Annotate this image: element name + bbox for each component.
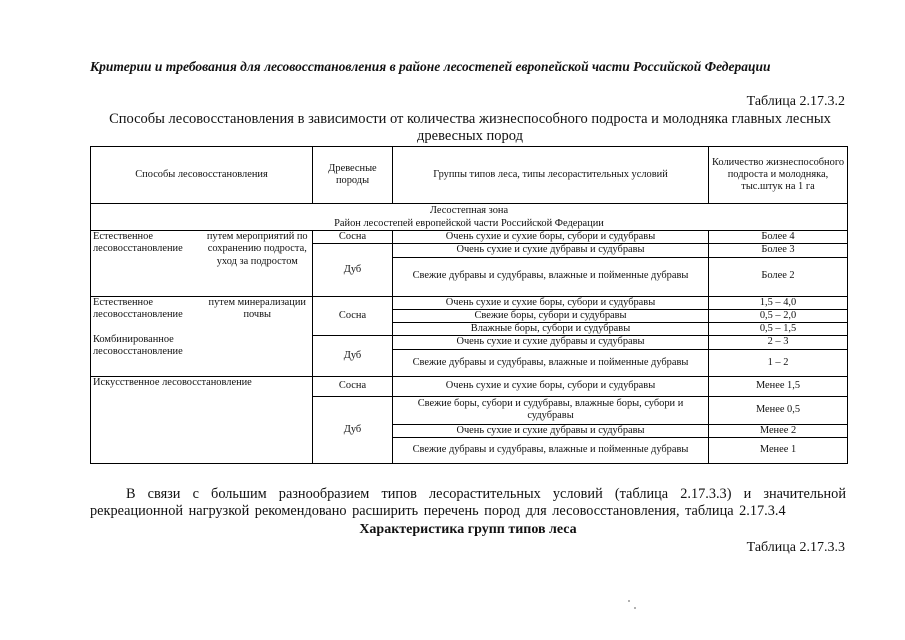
method-cell: Естественное лесовосстановление bbox=[91, 231, 203, 297]
table-number: Таблица 2.17.3.2 bbox=[746, 94, 845, 109]
amount-cell: Менее 1 bbox=[709, 438, 848, 464]
table-row bbox=[91, 296, 848, 309]
zone-name: Лесостепная зона bbox=[429, 205, 509, 217]
region-name: Район лесостепей европейской части Российской Федерации bbox=[334, 217, 604, 229]
amount-cell: 2 – 3 bbox=[709, 336, 848, 349]
group-cell: Очень сухие и сухие дубравы и судубравы bbox=[393, 244, 709, 257]
reforestation-table bbox=[90, 146, 848, 464]
table-caption: Способы лесовосстановления в зависимости от количества жизнеспособного подроста и молодняка главных лесных древесных пород bbox=[109, 111, 831, 144]
amount-cell: 0,5 – 1,5 bbox=[709, 323, 848, 336]
header-species: Древесные породы bbox=[313, 147, 393, 204]
amount-cell: Менее 0,5 bbox=[709, 396, 848, 424]
group-cell: Очень сухие и сухие боры, субори и судубравы bbox=[393, 231, 709, 244]
body-paragraph bbox=[90, 486, 846, 520]
amount-cell: Менее 2 bbox=[709, 424, 848, 437]
species-cell: Сосна bbox=[313, 376, 393, 396]
method-cell: Искусственное лесовосстановление bbox=[91, 376, 313, 463]
method-combined: Комбинированное лесовосстановление bbox=[93, 334, 183, 358]
header-method: Способы лесовосстановления bbox=[91, 147, 313, 204]
amount-cell: Более 4 bbox=[709, 231, 848, 244]
amount-cell: 1,5 – 4,0 bbox=[709, 296, 848, 309]
group-cell: Свежие боры, субори и судубравы, влажные боры, субори и судубравы bbox=[393, 396, 709, 424]
header-amount: Количество жизнеспособного подроста и молодняка, тыс.штук на 1 га bbox=[709, 147, 848, 204]
table-row bbox=[91, 231, 848, 244]
group-cell: Свежие боры, субори и судубравы bbox=[393, 309, 709, 322]
means-cell: путем минерализации почвы bbox=[203, 296, 313, 376]
means-cell: путем мероприятий по сохранению подроста, уход за подростом bbox=[203, 231, 313, 297]
species-cell: Сосна bbox=[313, 296, 393, 336]
header-groups: Группы типов леса, типы лесорастительных условий bbox=[393, 147, 709, 204]
group-cell: Очень сухие и сухие дубравы и судубравы bbox=[393, 424, 709, 437]
group-cell: Очень сухие и сухие боры, субори и судубравы bbox=[393, 376, 709, 396]
amount-cell: Менее 1,5 bbox=[709, 376, 848, 396]
section-heading: Критерии и требования для лесовосстановления в районе лесостепей европейской части Российской Федерации bbox=[90, 59, 771, 74]
species-cell: Дуб bbox=[313, 396, 393, 463]
group-cell: Свежие дубравы и судубравы, влажные и пойменные дубравы bbox=[393, 257, 709, 296]
amount-cell: 1 – 2 bbox=[709, 349, 848, 376]
scan-speck bbox=[634, 607, 636, 609]
body-paragraph-text: В связи с большим разнообразием типов лесорастительных условий (таблица 2.17.3.3) и значительной рекреационной нагрузкой рекомендовано расширить перечень пород для лесовосстановления, таблица 2.17.3.4 bbox=[90, 486, 846, 519]
method-natural: Естественное лесовосстановление bbox=[93, 296, 183, 320]
group-cell: Влажные боры, субори и судубравы bbox=[393, 323, 709, 336]
table-row bbox=[91, 376, 848, 396]
table-number-2: Таблица 2.17.3.3 bbox=[746, 540, 845, 555]
method-cell bbox=[91, 296, 203, 376]
subheading: Характеристика групп типов леса bbox=[359, 522, 577, 537]
species-cell: Дуб bbox=[313, 336, 393, 376]
species-cell: Сосна bbox=[313, 231, 393, 244]
zone-row bbox=[91, 204, 848, 231]
group-cell: Свежие дубравы и судубравы, влажные и пойменные дубравы bbox=[393, 349, 709, 376]
species-cell: Дуб bbox=[313, 244, 393, 296]
scan-speck bbox=[628, 600, 630, 602]
amount-cell: Более 2 bbox=[709, 257, 848, 296]
amount-cell: Более 3 bbox=[709, 244, 848, 257]
amount-cell: 0,5 – 2,0 bbox=[709, 309, 848, 322]
table-header-row bbox=[91, 147, 848, 204]
group-cell: Очень сухие и сухие боры, субори и судубравы bbox=[393, 296, 709, 309]
group-cell: Очень сухие и сухие дубравы и судубравы bbox=[393, 336, 709, 349]
group-cell: Свежие дубравы и судубравы, влажные и пойменные дубравы bbox=[393, 438, 709, 464]
